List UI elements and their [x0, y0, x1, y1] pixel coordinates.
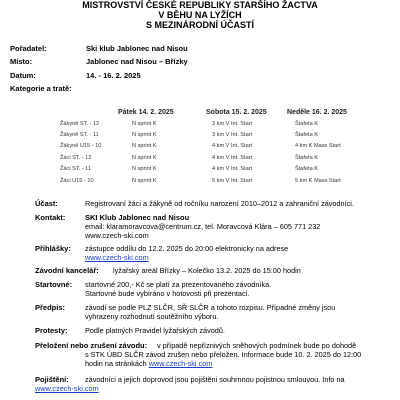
row-sun: Štafeta K: [295, 155, 319, 161]
row-sat: 4 km V Int. Start: [212, 155, 253, 161]
postponement-line-2: s STK ÚBD SLČR závod zrušen nebo přeložen. Informace bude 10. 2. 2025 do 12:00: [85, 350, 362, 359]
row-sun: Štafeta K: [295, 132, 319, 138]
title-line-1: MISTROVSTVÍ ČESKÉ REPUBLIKY STARŠÍHO ŽACTVA: [82, 0, 318, 10]
insurance-label: Pojištění:: [35, 375, 69, 384]
contact-web: www.czech-ski.com: [85, 231, 149, 240]
race-office-text: lyžařský areál Břízky – Kolečko 13.2. 2025 do 15:00 hodin: [113, 266, 301, 275]
row-category: Žáci U15 - 10: [60, 178, 94, 184]
row-sat: 4 km V Int. Start: [212, 166, 253, 172]
row-category: Žáci ST. - 12: [60, 155, 92, 161]
entry-fee-line-1: startovné 200,- Kč se platí za prezentovaného závodníka.: [85, 280, 272, 289]
contact-label: Kontakt:: [35, 213, 66, 222]
rules-line-1: závodí se podle PLZ SLČR, SŘ SLČR a tohoto rozpisu. Případné změny jsou: [85, 303, 336, 312]
day-header-fri: Pátek 14. 2. 2025: [118, 109, 174, 116]
insurance-line-1: závodníci a jejich doprovod jsou pojištěni souhrnnou pojistnou smlouvou. Info na: [85, 375, 345, 384]
row-fri: N sprint K: [132, 178, 157, 184]
venue-value: Jablonec nad Nisou – Břízky: [86, 57, 188, 66]
race-office-label: Závodní kancelář:: [35, 266, 99, 275]
title-line-3: S MEZINÁRODNÍ ÚČASTÍ: [146, 20, 254, 30]
postponement-line-1: v případě nepříznivých sněhových podmínek bude po dohodě: [157, 341, 357, 350]
row-sun: 4 km K Mass Start: [295, 143, 341, 149]
postponement-label: Přeložení nebo zrušení závodu:: [35, 341, 148, 350]
organizer-label: Pořadatel:: [10, 44, 47, 53]
row-category: Žáci ST. - 11: [60, 166, 91, 172]
postponement-link[interactable]: www.czech-ski.com: [148, 359, 213, 368]
row-sun: Štafeta K: [295, 121, 319, 127]
row-sat: 3 km V Int. Start: [212, 121, 253, 127]
rules-label: Předpis:: [35, 303, 66, 312]
participation-text: Registrovaní žáci a žákyně od ročníku narození 2010–2012 a zahraniční závodníci.: [85, 199, 354, 208]
contact-email: email: klaramoravcova@centrum.cz, tel. Moravcová Klára – 605 771 232: [85, 222, 321, 231]
entries-link[interactable]: www.czech-ski.com: [85, 253, 149, 262]
day-header-sat: Sobota 15. 2. 2025: [206, 109, 267, 116]
row-category: Žákyně ST. - 11: [60, 132, 99, 138]
rules-line-2: vyhrazeny rozhodnutí soutěžního výboru.: [85, 312, 219, 321]
protests-text: Podle platných Pravidel lyžařských závodů.: [85, 326, 225, 335]
row-fri: N sprint K: [132, 166, 157, 172]
row-fri: N sprint K: [132, 132, 157, 138]
row-sat: 3 km V Int. Start: [212, 132, 253, 138]
entry-fee-label: Startovné:: [35, 280, 73, 289]
row-category: Žákyně U15 - 10: [60, 143, 102, 149]
entries-text: zástupce oddílu do 12.2. 2025 do 20:00 elektronicky na adrese: [85, 244, 289, 253]
contact-club: SKI Klub Jablonec nad Nisou: [85, 213, 190, 222]
insurance-link[interactable]: www.czech-ski.com: [35, 384, 99, 393]
row-fri: N sprint K: [132, 155, 157, 161]
row-fri: N sprint K: [132, 143, 157, 149]
entry-fee-line-2: Startovné bude vybíráno v hotovosti při prezentaci.: [85, 289, 250, 298]
row-sat: 4 km V Int. Start: [212, 143, 253, 149]
postponement-line-3-text: hodin na stránkách: [85, 359, 147, 368]
organizer-value: Ski klub Jablonec nad Nisou: [86, 44, 188, 53]
day-header-sun: Neděle 16. 2. 2025: [287, 109, 347, 116]
row-sun: 5 km K Mass Start: [295, 178, 341, 184]
date-label: Datum:: [10, 71, 36, 80]
venue-label: Místo:: [10, 57, 33, 66]
protests-label: Protesty:: [35, 326, 68, 335]
row-sun: Štafeta K: [295, 166, 319, 172]
row-category: Žákyně ST. - 12: [60, 121, 100, 127]
entries-label: Přihlášky:: [35, 244, 71, 253]
date-value: 14. - 16. 2. 2025: [86, 71, 141, 80]
title-line-2: V BĚHU NA LYŽÍCH: [158, 10, 242, 20]
row-sat: 5 km V Int. Start: [212, 178, 253, 184]
postponement-line-3: [85, 359, 212, 368]
row-fri: N sprint K: [132, 121, 157, 127]
categories-label: Kategorie a tratě:: [10, 84, 72, 93]
participation-label: Účast:: [35, 199, 58, 208]
